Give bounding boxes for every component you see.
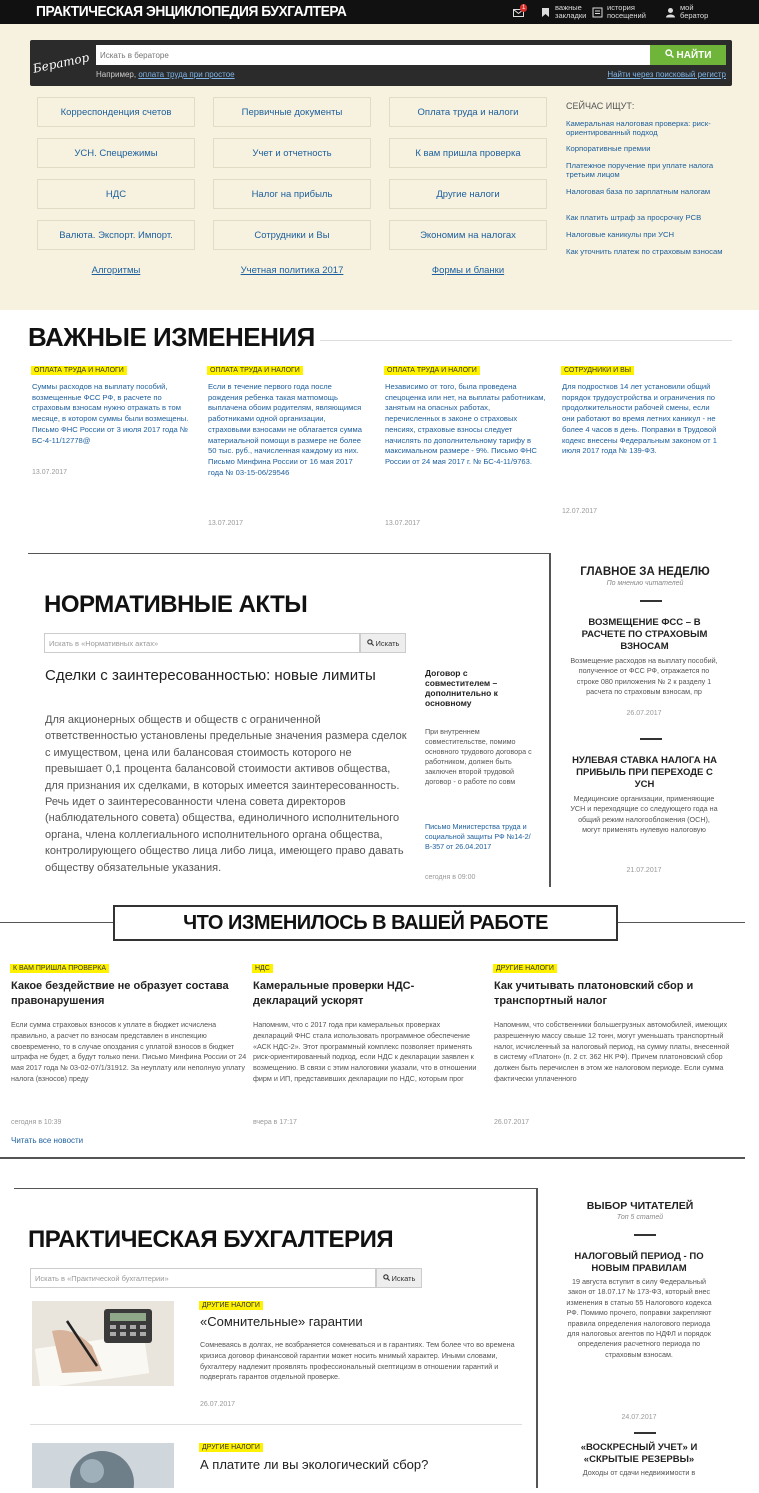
- practical-search-input[interactable]: Искать в «Практической бухгалтерии»: [30, 1268, 376, 1288]
- changes-item-title[interactable]: Камеральные проверки НДС-деклараций ускорят: [253, 980, 415, 1007]
- practical-article-date: 26.07.2017: [200, 1401, 236, 1408]
- divider: [320, 340, 732, 341]
- news-tag[interactable]: ДРУГИЕ НАЛОГИ: [493, 964, 557, 973]
- normative-side-link[interactable]: Письмо Министерства труда и социальной защиты РФ №14-2/В-357 от 26.04.2017: [425, 822, 531, 851]
- readers-item-text: Доходы от сдачи недвижимости в: [582, 1468, 696, 1477]
- practical-article-title[interactable]: «Сомнительные» гарантии: [200, 1314, 363, 1329]
- mail-badge: 1: [522, 4, 526, 11]
- changes-item-text: Напомним, что собственники большегрузных автомобилей, имеющих разрешенную массу свыше 12 тонн, могут уменьшать транспортный налог, исчисленный за налоговый период, на сумму платы, внесенной в систему «Платон» (п. 2 ст. 362 НК РФ). Причем платоновский сбор должен быть перечислен в этом же налоговом периоде. Если сумма фактически уплаченного: [494, 1020, 730, 1083]
- category-button[interactable]: УСН. Спецрежимы: [37, 138, 195, 168]
- divider: [634, 1234, 656, 1236]
- category-button[interactable]: НДС: [37, 179, 195, 209]
- news-tag[interactable]: НДС: [252, 964, 273, 973]
- category-button[interactable]: Оплата труда и налоги: [389, 97, 547, 127]
- changes-item-title[interactable]: Как учитывать платоновский сбор и транспортный налог: [494, 980, 694, 1007]
- normative-article-body: Для акционерных обществ и обществ с ограниченной ответственностью установлены предельные значения размера сделок с имуществом, цена или балансовая стоимость которого не превышает 0,1 процента балансовой стоимости активов общества, для признания их сделками, в которых имеется заинтересованность. Речь идет о заинтересованности члена совета директоров (наблюдательного совета) общества, единоличного исполнительного органа, члена коллегиального исполнительного органа общества, контролирующего общество лица либо лица, имеющего право давать обществу обязательные указания.: [45, 714, 407, 874]
- news-text[interactable]: Независимо от того, была проведена спецоценка или нет, на выплаты работникам, занятым на опасных работах, перечисленных в законе о страховых пенсиях, страховые взносы следует начислять по дополнительному тарифу в максимальном размере - 9%. Письмо ФНС России от 24 мая 2017 г. № БС-4-11/9763.: [385, 382, 546, 466]
- news-tag[interactable]: ОПЛАТА ТРУДА И НАЛОГИ: [384, 366, 480, 375]
- example-prefix: Например,: [96, 70, 137, 79]
- search-icon: [367, 639, 374, 648]
- history-icon: [592, 7, 603, 18]
- history-button[interactable]: [592, 2, 658, 22]
- article-thumbnail-calculator[interactable]: [32, 1301, 174, 1386]
- normative-search-button[interactable]: [360, 633, 406, 653]
- readers-subtitle: Топ 5 статей: [616, 1214, 664, 1221]
- search-input[interactable]: [96, 45, 650, 65]
- algorithms-link[interactable]: Алгоритмы: [91, 265, 141, 276]
- readers-title: ВЫБОР ЧИТАТЕЛЕЙ: [586, 1200, 694, 1212]
- category-button[interactable]: Налог на прибыль: [213, 179, 371, 209]
- article-thumbnail-globe[interactable]: [32, 1443, 174, 1488]
- news-date: 13.07.2017: [208, 520, 244, 527]
- hero-section: [0, 24, 759, 310]
- bookmark-icon: [540, 7, 551, 18]
- changes-item-date: вчера в 17:17: [253, 1119, 297, 1126]
- search-icon: [383, 1274, 390, 1283]
- now-searching-title: СЕЙЧАС ИЩУТ:: [566, 101, 635, 111]
- changes-title: ЧТО ИЗМЕНИЛОСЬ В ВАШЕЙ РАБОТЕ: [183, 911, 548, 934]
- news-tag[interactable]: К ВАМ ПРИШЛА ПРОВЕРКА: [10, 964, 109, 973]
- divider: [640, 738, 662, 740]
- important-title: ВАЖНЫЕ ИЗМЕНЕНИЯ: [28, 322, 315, 352]
- category-button[interactable]: Учет и отчетность: [213, 138, 371, 168]
- now-searching-item[interactable]: Корпоративные премии: [566, 144, 651, 153]
- my-berator-label: мой бератор: [680, 3, 709, 20]
- week-item-title[interactable]: НУЛЕВАЯ СТАВКА НАЛОГА НА ПРИБЫЛЬ ПРИ ПЕРЕХОДЕ С УСН: [572, 755, 717, 790]
- now-searching-item[interactable]: Налоговая база по зарплатным налогам: [566, 187, 711, 196]
- changes-item-date: 26.07.2017: [494, 1119, 530, 1126]
- normative-side-title[interactable]: Договор с совместителем – дополнительно к основному: [425, 668, 498, 708]
- news-tag[interactable]: ДРУГИЕ НАЛОГИ: [199, 1443, 263, 1452]
- normative-side-text: При внутреннем совместительстве, помимо основного трудового договора с работником, должен быть заключен второй трудовой договор - о работе по совм: [425, 727, 532, 786]
- category-button[interactable]: К вам пришла проверка: [389, 138, 547, 168]
- category-button[interactable]: Другие налоги: [389, 179, 547, 209]
- normative-search-label: Искать: [375, 638, 400, 648]
- changes-item-text: Напомним, что с 2017 года при камеральных проверках деклараций ФНС стала использовать программное обеспечение «АСК НДС-2». Этот программный комплекс позволяет применять риск-ориентированный подход, если НДС к декларации заявлен к возмещению. В связи с этим налоговики указали, что в отношении фирм и ИП, представивших декларации по НДС, которым прог: [253, 1020, 477, 1083]
- normative-article-title[interactable]: Сделки с заинтересованностью: новые лимиты: [45, 667, 376, 684]
- search-bar: [30, 40, 732, 86]
- category-button[interactable]: Экономим на налогах: [389, 220, 547, 250]
- now-searching-item[interactable]: Налоговые каникулы при УСН: [566, 230, 675, 239]
- now-searching-item[interactable]: Платежное поручение при уплате налога третьим лицом: [566, 161, 714, 179]
- news-text[interactable]: Суммы расходов на выплату пособий, возмещенные ФСС РФ, в расчете по страховым взносам нужно отражать в том месяце, в котором суммы были возмещены. Письмо ФНС России от 3 июля 2017 года № БС-4-11/12778@: [32, 382, 189, 445]
- news-text[interactable]: Если в течение первого года после рождения ребенка такая матпомощь выплачена обоим родителям, являющимся работниками одной организации, страховыми взносами не облагается сумма материальной помощи в размере не более 50 тыс. руб., начисленная каждому из них. Письмо Минфина России от 16 мая 2017 года № 03-15-06/29546: [208, 382, 362, 477]
- brand-title[interactable]: ПРАКТИЧЕСКАЯ ЭНЦИКЛОПЕДИЯ БУХГАЛТЕРА: [36, 3, 347, 20]
- category-button[interactable]: Валюта. Экспорт. Импорт.: [37, 220, 195, 250]
- history-label: история посещений: [607, 3, 646, 20]
- week-subtitle: По мнению читателей: [606, 580, 684, 587]
- example-link[interactable]: оплата труда при простое: [138, 70, 235, 79]
- search-example: [96, 70, 235, 79]
- forms-link[interactable]: Формы и бланки: [431, 265, 505, 276]
- bookmarks-button[interactable]: [540, 2, 595, 22]
- all-news-link[interactable]: Читать все новости: [11, 1136, 84, 1145]
- week-title: ГЛАВНОЕ ЗА НЕДЕЛЮ: [580, 566, 710, 578]
- practical-title: ПРАКТИЧЕСКАЯ БУХГАЛТЕРИЯ: [28, 1226, 394, 1253]
- my-berator-button[interactable]: [665, 2, 735, 22]
- news-tag[interactable]: ОПЛАТА ТРУДА И НАЛОГИ: [31, 366, 127, 375]
- week-item-date: 21.07.2017: [626, 867, 662, 874]
- normative-side-date: сегодня в 09:00: [425, 874, 476, 881]
- news-text[interactable]: Для подростков 14 лет установили общий порядок трудоустройства и ограничения по продолжительности рабочей смены, если они работают во время летних каникул - не более 4 часов в день. Поправки в Трудовой кодекс внесены Федеральным законом от 1 июля 2017 года № 139-ФЗ.: [562, 382, 717, 456]
- category-button[interactable]: Первичные документы: [213, 97, 371, 127]
- divider: [30, 1424, 522, 1425]
- search-button[interactable]: [650, 45, 726, 65]
- changes-item-date: сегодня в 10:39: [11, 1119, 62, 1126]
- normative-search-input[interactable]: Искать в «Нормативных актах»: [44, 633, 360, 653]
- category-button[interactable]: Сотрудники и Вы: [213, 220, 371, 250]
- now-searching-item[interactable]: Как платить штраф за просрочку РСВ: [566, 213, 702, 222]
- registry-link[interactable]: Найти через поисковый регистр: [607, 70, 726, 79]
- now-searching-item[interactable]: Как уточнить платеж по страховым взносам: [566, 247, 723, 256]
- user-icon: [665, 7, 676, 18]
- search-icon: [665, 49, 674, 61]
- divider: [640, 600, 662, 602]
- divider: [634, 1432, 656, 1434]
- top-bar: [0, 0, 759, 24]
- bookmarks-label: важные закладки: [555, 3, 587, 20]
- practical-search-label: Искать: [391, 1273, 416, 1283]
- readers-item-date: 24.07.2017: [621, 1414, 657, 1421]
- week-item-text: Медицинские организации, применяющие УСН и переходящие со следующего года на общий режим налогообложения (ОСН), могут применять нулевую налоговую: [570, 794, 718, 835]
- search-button-label: НАЙТИ: [676, 49, 712, 61]
- changes-item-text: Если сумма страховых взносов к уплате в бюджет исчислена правильно, а расчет по взносам представлен в инспекцию своевременно, то в случае опоздания с уплатой взносов в бюджет штрафа не будет, а будут только пени. Письмо Минфина России от 24 мая 2017 года № 03-02-07/1/31912. За неуплату или неполную уплату налога (взносов) преду: [11, 1020, 247, 1083]
- news-date: 13.07.2017: [385, 520, 421, 527]
- news-tag[interactable]: ДРУГИЕ НАЛОГИ: [199, 1301, 263, 1310]
- now-searching-item[interactable]: Камеральная налоговая проверка: риск-ориентированный подход: [566, 119, 711, 137]
- news-tag[interactable]: СОТРУДНИКИ И ВЫ: [561, 366, 634, 375]
- practical-article-text: Сомневаясь в долгах, не возбраняется сомневаться и в гарантиях. Тем более что во времена кризиса договор финансовой гарантии может носить мнимый характер. Иными словами, бухгалтеру надлежит проявлять профессиональный скептицизм в отношении гарантий и подвергать гарантов отдельной проверке.: [200, 1340, 515, 1382]
- divider: [0, 1157, 745, 1159]
- news-tag[interactable]: ОПЛАТА ТРУДА И НАЛОГИ: [207, 366, 303, 375]
- week-item-date: 26.07.2017: [626, 710, 662, 717]
- readers-item-title[interactable]: НАЛОГОВЫЙ ПЕРИОД - ПО НОВЫМ ПРАВИЛАМ: [574, 1251, 704, 1274]
- news-date: 13.07.2017: [32, 469, 68, 476]
- readers-item-text: 19 августа вступит в силу Федеральный закон от 18.07.17 № 173-ФЗ, который внес изменения в статью 55 Налогового кодекса РФ. Помимо прочего, поправки закрепляют правила определения налогового периода для налоговых агентов по НДФЛ и порядок определения расчетного периода по страховым взносам.: [566, 1277, 712, 1359]
- news-date: 12.07.2017: [562, 508, 598, 515]
- mail-button[interactable]: [513, 2, 528, 22]
- changes-title-box: [113, 905, 618, 941]
- week-item-text: Возмещение расходов на выплату пособий, полученное от ФСС РФ, отражается по строке 080 приложения № 2 к разделу 1 расчета по страховым взносам, пр: [570, 656, 718, 697]
- normative-title: НОРМАТИВНЫЕ АКТЫ: [44, 591, 308, 618]
- category-button[interactable]: Корреспонденция счетов: [37, 97, 195, 127]
- berator-logo[interactable]: Бератор: [31, 50, 91, 76]
- week-item-title[interactable]: ВОЗМЕЩЕНИЕ ФСС – В РАСЧЕТЕ ПО СТРАХОВЫМ ВЗНОСАМ: [581, 617, 708, 652]
- accounting-policy-link[interactable]: Учетная политика 2017: [240, 265, 344, 276]
- changes-item-title[interactable]: Какое бездействие не образует состава правонарушения: [11, 980, 229, 1007]
- practical-article-title[interactable]: А платите ли вы экологический сбор?: [200, 1457, 429, 1472]
- practical-search-button[interactable]: [376, 1268, 422, 1288]
- mail-icon: [513, 4, 526, 18]
- readers-item-title[interactable]: «ВОСКРЕСНЫЙ УЧЕТ» И «СКРЫТЫЕ РЕЗЕРВЫ»: [580, 1442, 698, 1465]
